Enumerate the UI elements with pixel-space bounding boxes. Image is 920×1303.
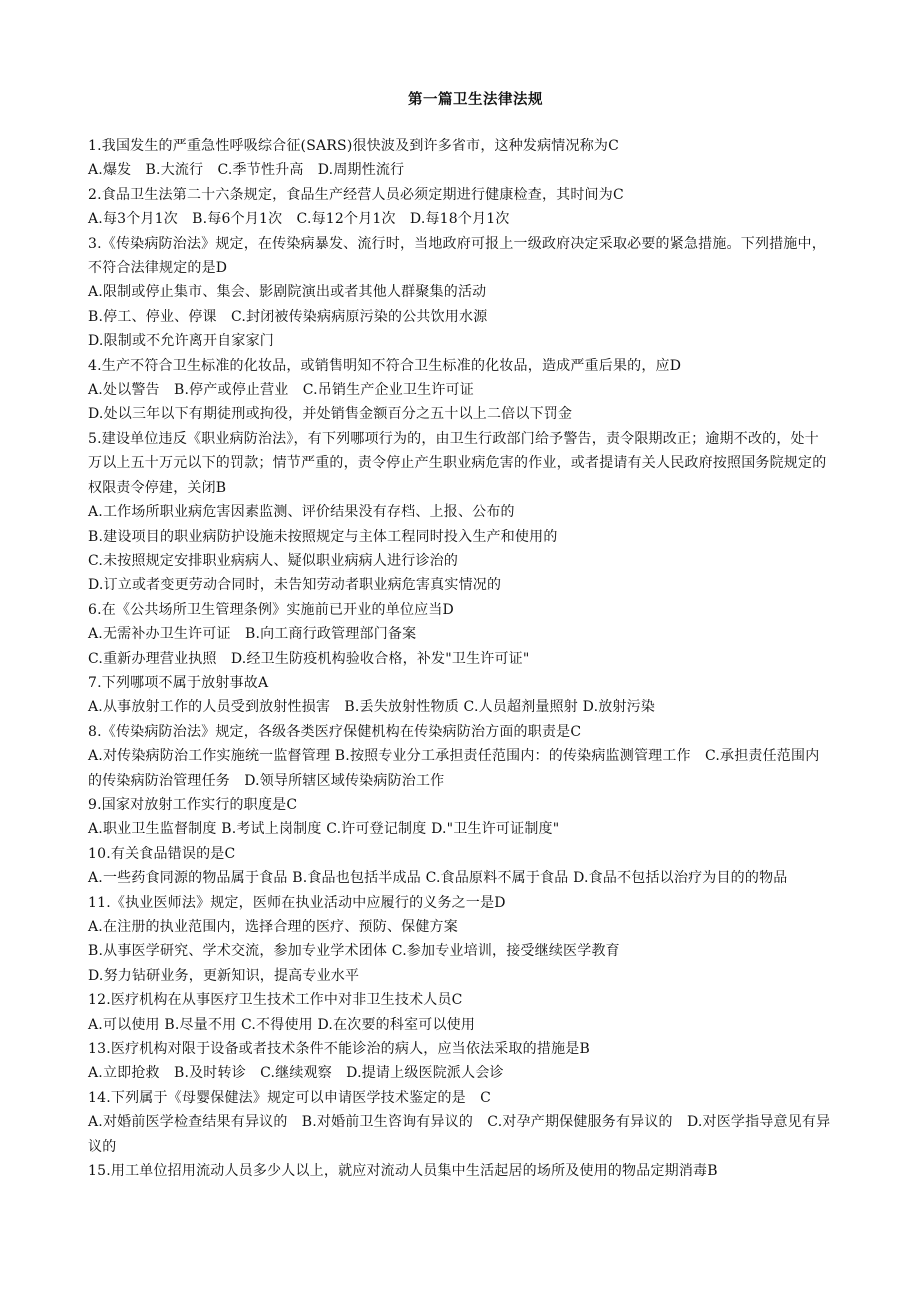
text-line: 11.《执业医师法》规定，医师在执业活动中应履行的义务之一是D	[88, 894, 506, 911]
text-line: A.在注册的执业范围内，选择合理的医疗、预防、保健方案	[88, 919, 458, 935]
text-line: 7.下列哪项不属于放射事故A	[88, 674, 269, 691]
text-line: 15.用工单位招用流动人员多少人以上，就应对流动人员集中生活起居的场所及使用的物品定期消毒B	[88, 1163, 718, 1180]
text-line: 8.《传染病防治法》规定，各级各类医疗保健机构在传染病防治方面的职责是C	[88, 723, 582, 740]
text-line: 13.医疗机构对限于设备或者技术条件不能诊治的病人，应当依法采取的措施是B	[88, 1041, 590, 1058]
document-body	[88, 134, 833, 1183]
text-line: A.一些药食同源的物品属于食品 B.食品也包括半成品 C.食品原料不属于食品 D.食品不包括以治疗为目的的物品	[88, 870, 788, 887]
text-line: A.处以警告 B.停产或停止营业 C.吊销生产企业卫生许可证	[88, 382, 474, 399]
text-line: A.无需补办卫生许可证 B.向工商行政管理部门备案	[88, 626, 417, 643]
text-line: B.停工、停业、停课 C.封闭被传染病病原污染的公共饮用水源	[88, 308, 488, 325]
document-page	[88, 88, 833, 1183]
text-line: 6.在《公共场所卫生管理条例》实施前已开业的单位应当D	[88, 601, 454, 618]
text-line: A.职业卫生监督制度 B.考试上岗制度 C.许可登记制度 D."卫生许可证制度"	[88, 821, 560, 838]
text-line: 5.建设单位违反《职业病防治法》，有下列哪项行为的，由卫生行政部门给予警告，责令限期改正；逾期不改的，处十万以上五十万元以下的罚款；情节严重的，责令停止产生职业病危害的作业，或者提请有关人民政府按照国务院规定的权限责令停建，关闭B	[88, 430, 827, 496]
text-line: D.限制或不允许离开自家家门	[88, 333, 274, 350]
text-line: D.努力钻研业务，更新知识，提高专业水平	[88, 967, 360, 984]
text-line: 3.《传染病防治法》规定，在传染病暴发、流行时，当地政府可报上一级政府决定采取必要的紧急措施。下列措施中，不符合法律规定的是D	[88, 235, 826, 277]
text-line: 9.国家对放射工作实行的职度是C	[88, 796, 298, 813]
text-line: 12.医疗机构在从事医疗卫生技术工作中对非卫生技术人员C	[88, 992, 463, 1009]
text-line: C.重新办理营业执照 D.经卫生防疫机构验收合格，补发"卫生许可证"	[88, 650, 530, 667]
text-line: A.立即抢救 B.及时转诊 C.继续观察 D.提请上级医院派人会诊	[88, 1065, 504, 1082]
document-title: 第一篇卫生法律法规	[408, 92, 543, 108]
text-line: A.对传染病防治工作实施统一监督管理 B.按照专业分工承担责任范围内：的传染病监测管理工作 C.承担责任范围内的传染病防治管理任务 D.领导所辖区域传染病防治工作	[88, 748, 820, 789]
text-line: 4.生产不符合卫生标准的化妆品，或销售明知不符合卫生标准的化妆品，造成严重后果的，应D	[88, 357, 682, 374]
text-line: A.对婚前医学检查结果有异议的 B.对婚前卫生咨询有异议的 C.对孕产期保健服务有异议的 D.对医学指导意见有异议的	[88, 1114, 831, 1155]
text-line: B.从事医学研究、学术交流，参加专业学术团体 C.参加专业培训，接受继续医学教育	[88, 943, 620, 960]
text-line: 10.有关食品错误的是C	[88, 845, 236, 862]
text-line: A.工作场所职业病危害因素监测、评价结果没有存档、上报、公布的	[88, 504, 515, 521]
text-line: A.可以使用 B.尽量不用 C.不得使用 D.在次要的科室可以使用	[88, 1016, 476, 1033]
text-line: 1.我国发生的严重急性呼吸综合征(SARS)很快波及到许多省市，这种发病情况称为C	[88, 138, 620, 154]
text-line: D.订立或者变更劳动合同时，未告知劳动者职业病危害真实情况的	[88, 577, 502, 594]
text-line: C.未按照规定安排职业病病人、疑似职业病病人进行诊治的	[88, 552, 459, 569]
text-line: A.从事放射工作的人员受到放射性损害 B.丢失放射性物质 C.人员超剂量照射 D.放射污染	[88, 699, 656, 716]
text-line: A.爆发 B.大流行 C.季节性升高 D.周期性流行	[88, 162, 405, 179]
text-line: 14.下列属于《母婴保健法》规定可以申请医学技术鉴定的是 C	[88, 1089, 491, 1106]
text-line: A.限制或停止集市、集会、影剧院演出或者其他人群聚集的活动	[88, 284, 487, 301]
text-line: A.每3个月1次 B.每6个月1次 C.每12个月1次 D.每18个月1次	[88, 211, 510, 228]
text-line: 2.食品卫生法第二十六条规定，食品生产经营人员必须定期进行健康检查，其时间为C	[88, 186, 624, 203]
text-line: D.处以三年以下有期徒刑或拘役，并处销售金额百分之五十以上二倍以下罚金	[88, 406, 573, 423]
text-line: B.建设项目的职业病防护设施未按照规定与主体工程同时投入生产和使用的	[88, 528, 558, 545]
